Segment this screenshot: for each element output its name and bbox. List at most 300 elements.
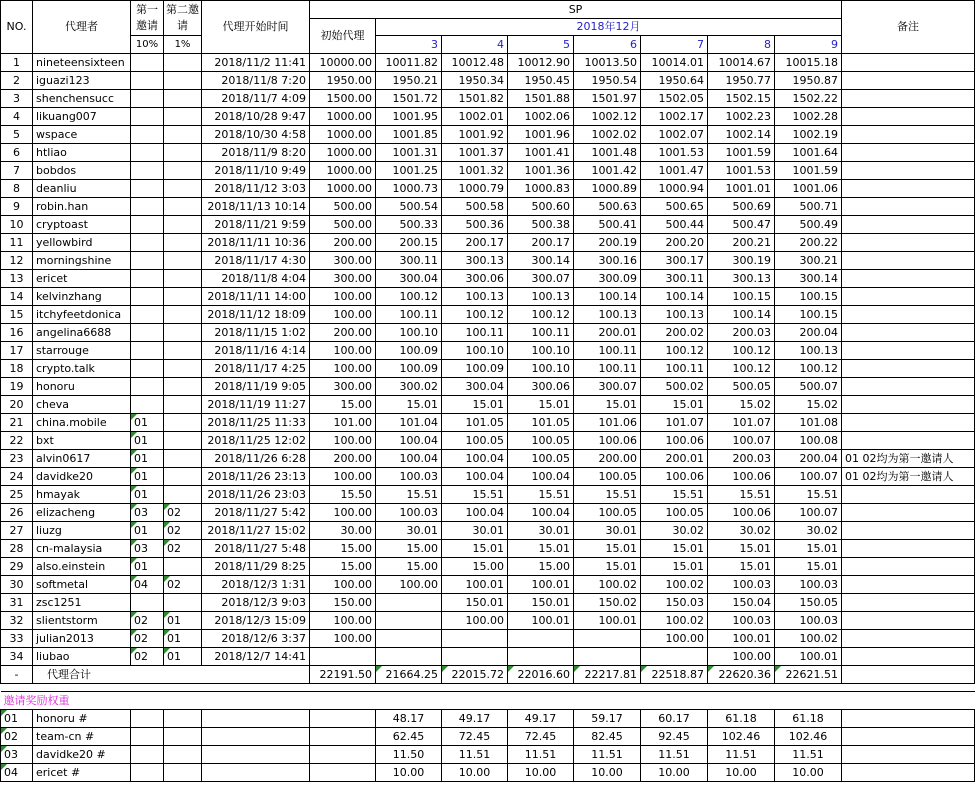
row-day-value[interactable]: 10013.50 bbox=[574, 54, 641, 72]
invite-day-value[interactable]: 11.51 bbox=[775, 746, 842, 764]
row-day-value[interactable]: 300.21 bbox=[775, 252, 842, 270]
row-day-value[interactable]: 15.01 bbox=[708, 558, 775, 576]
row-remark[interactable] bbox=[842, 108, 975, 126]
row-agent[interactable]: liubao bbox=[33, 648, 131, 666]
row-remark[interactable] bbox=[842, 648, 975, 666]
row-remark[interactable] bbox=[842, 198, 975, 216]
row-no[interactable]: 33 bbox=[1, 630, 33, 648]
row-day-value[interactable]: 500.60 bbox=[508, 198, 574, 216]
row-remark[interactable] bbox=[842, 612, 975, 630]
row-day-value[interactable]: 100.11 bbox=[574, 360, 641, 378]
row-start-time[interactable]: 2018/11/7 4:09 bbox=[202, 90, 310, 108]
row-day-value[interactable]: 100.04 bbox=[508, 504, 574, 522]
invite-remark[interactable] bbox=[842, 710, 975, 728]
row-day-value[interactable]: 1002.06 bbox=[508, 108, 574, 126]
row-day-value[interactable]: 500.33 bbox=[376, 216, 442, 234]
row-first-invite[interactable]: 03 bbox=[131, 540, 164, 558]
row-day-value[interactable]: 100.05 bbox=[641, 504, 708, 522]
invite-remark[interactable] bbox=[842, 746, 975, 764]
row-second-invite[interactable] bbox=[164, 306, 202, 324]
invite-day-value[interactable]: 49.17 bbox=[508, 710, 574, 728]
invite-agent[interactable]: honoru # bbox=[33, 710, 131, 728]
row-no[interactable]: 3 bbox=[1, 90, 33, 108]
row-day-value[interactable]: 1001.32 bbox=[442, 162, 508, 180]
row-day-value[interactable]: 500.41 bbox=[574, 216, 641, 234]
row-start-time[interactable]: 2018/11/8 7:20 bbox=[202, 72, 310, 90]
row-day-value[interactable]: 1001.92 bbox=[442, 126, 508, 144]
row-remark[interactable] bbox=[842, 342, 975, 360]
row-agent[interactable]: elizacheng bbox=[33, 504, 131, 522]
row-second-invite[interactable] bbox=[164, 126, 202, 144]
row-day-value[interactable]: 300.07 bbox=[508, 270, 574, 288]
row-day-value[interactable] bbox=[376, 648, 442, 666]
row-start-time[interactable]: 2018/11/27 5:42 bbox=[202, 504, 310, 522]
row-agent[interactable]: starrouge bbox=[33, 342, 131, 360]
row-day-value[interactable]: 1002.01 bbox=[442, 108, 508, 126]
row-initial[interactable]: 150.00 bbox=[310, 594, 376, 612]
row-second-invite[interactable]: 01 bbox=[164, 612, 202, 630]
row-start-time[interactable]: 2018/11/27 5:48 bbox=[202, 540, 310, 558]
invite-day-value[interactable]: 10.00 bbox=[775, 764, 842, 782]
row-day-value[interactable]: 1000.89 bbox=[574, 180, 641, 198]
row-initial[interactable]: 100.00 bbox=[310, 306, 376, 324]
row-day-value[interactable]: 15.01 bbox=[775, 558, 842, 576]
row-day-value[interactable]: 1001.01 bbox=[708, 180, 775, 198]
row-day-value[interactable]: 1501.97 bbox=[574, 90, 641, 108]
row-start-time[interactable]: 2018/12/3 1:31 bbox=[202, 576, 310, 594]
row-day-value[interactable]: 500.38 bbox=[508, 216, 574, 234]
row-start-time[interactable]: 2018/12/7 14:41 bbox=[202, 648, 310, 666]
row-second-invite[interactable] bbox=[164, 72, 202, 90]
row-day-value[interactable]: 10014.01 bbox=[641, 54, 708, 72]
row-day-value[interactable]: 100.03 bbox=[775, 576, 842, 594]
invite-empty[interactable] bbox=[310, 764, 376, 782]
row-no[interactable]: 14 bbox=[1, 288, 33, 306]
row-start-time[interactable]: 2018/11/8 4:04 bbox=[202, 270, 310, 288]
row-day-value[interactable]: 101.05 bbox=[508, 414, 574, 432]
invite-no[interactable]: 02 bbox=[1, 728, 33, 746]
row-initial[interactable]: 1000.00 bbox=[310, 180, 376, 198]
row-day-value[interactable] bbox=[508, 630, 574, 648]
row-day-value[interactable]: 1002.12 bbox=[574, 108, 641, 126]
row-remark[interactable] bbox=[842, 396, 975, 414]
row-day-value[interactable]: 300.06 bbox=[508, 378, 574, 396]
row-no[interactable]: 20 bbox=[1, 396, 33, 414]
row-no[interactable]: 7 bbox=[1, 162, 33, 180]
row-no[interactable]: 16 bbox=[1, 324, 33, 342]
row-agent[interactable]: softmetal bbox=[33, 576, 131, 594]
row-initial[interactable]: 100.00 bbox=[310, 630, 376, 648]
invite-agent[interactable]: team-cn # bbox=[33, 728, 131, 746]
row-day-value[interactable]: 30.02 bbox=[641, 522, 708, 540]
row-day-value[interactable]: 1950.54 bbox=[574, 72, 641, 90]
row-agent[interactable]: cheva bbox=[33, 396, 131, 414]
row-day-value[interactable]: 15.01 bbox=[574, 540, 641, 558]
row-day-value[interactable]: 101.04 bbox=[376, 414, 442, 432]
row-initial[interactable]: 100.00 bbox=[310, 432, 376, 450]
row-no[interactable]: 26 bbox=[1, 504, 33, 522]
row-start-time[interactable]: 2018/11/15 1:02 bbox=[202, 324, 310, 342]
row-agent[interactable]: liuzg bbox=[33, 522, 131, 540]
row-day-value[interactable]: 100.07 bbox=[708, 432, 775, 450]
total-initial[interactable]: 22191.50 bbox=[310, 666, 376, 684]
invite-day-value[interactable]: 11.51 bbox=[508, 746, 574, 764]
row-start-time[interactable]: 2018/11/27 15:02 bbox=[202, 522, 310, 540]
row-initial[interactable]: 101.00 bbox=[310, 414, 376, 432]
invite-day-value[interactable]: 102.46 bbox=[775, 728, 842, 746]
row-remark[interactable] bbox=[842, 288, 975, 306]
row-agent[interactable]: shenchensucc bbox=[33, 90, 131, 108]
row-day-value[interactable]: 1001.96 bbox=[508, 126, 574, 144]
invite-day-value[interactable]: 61.18 bbox=[708, 710, 775, 728]
row-day-value[interactable]: 100.03 bbox=[708, 612, 775, 630]
row-day-value[interactable]: 300.02 bbox=[376, 378, 442, 396]
row-day-value[interactable]: 15.51 bbox=[708, 486, 775, 504]
invite-day-value[interactable]: 11.51 bbox=[641, 746, 708, 764]
row-agent[interactable]: itchyfeetdonica bbox=[33, 306, 131, 324]
row-day-value[interactable]: 101.06 bbox=[574, 414, 641, 432]
row-first-invite[interactable] bbox=[131, 198, 164, 216]
row-day-value[interactable]: 30.02 bbox=[775, 522, 842, 540]
row-remark[interactable] bbox=[842, 576, 975, 594]
row-initial[interactable]: 100.00 bbox=[310, 468, 376, 486]
row-day-value[interactable]: 100.10 bbox=[376, 324, 442, 342]
row-start-time[interactable]: 2018/11/26 23:03 bbox=[202, 486, 310, 504]
row-day-value[interactable]: 100.12 bbox=[641, 342, 708, 360]
row-day-value[interactable]: 100.13 bbox=[574, 306, 641, 324]
row-day-value[interactable]: 1001.06 bbox=[775, 180, 842, 198]
row-day-value[interactable]: 200.03 bbox=[708, 450, 775, 468]
row-first-invite[interactable] bbox=[131, 288, 164, 306]
row-day-value[interactable]: 1001.64 bbox=[775, 144, 842, 162]
row-no[interactable]: 21 bbox=[1, 414, 33, 432]
row-day-value[interactable]: 100.00 bbox=[708, 648, 775, 666]
row-day-value[interactable]: 1002.14 bbox=[708, 126, 775, 144]
invite-empty[interactable] bbox=[164, 710, 202, 728]
invite-agent[interactable]: davidke20 # bbox=[33, 746, 131, 764]
row-day-value[interactable]: 200.04 bbox=[775, 450, 842, 468]
row-start-time[interactable]: 2018/10/30 4:58 bbox=[202, 126, 310, 144]
invite-day-value[interactable]: 10.00 bbox=[574, 764, 641, 782]
invite-empty[interactable] bbox=[131, 764, 164, 782]
row-day-value[interactable]: 15.01 bbox=[508, 396, 574, 414]
row-remark[interactable]: 01 02均为第一邀请人 bbox=[842, 468, 975, 486]
row-day-value[interactable]: 200.01 bbox=[641, 450, 708, 468]
row-first-invite[interactable]: 02 bbox=[131, 612, 164, 630]
row-day-value[interactable]: 100.05 bbox=[574, 504, 641, 522]
row-day-value[interactable]: 300.14 bbox=[508, 252, 574, 270]
row-remark[interactable]: 01 02均为第一邀请人 bbox=[842, 450, 975, 468]
row-agent[interactable]: davidke20 bbox=[33, 468, 131, 486]
row-day-value[interactable]: 1502.05 bbox=[641, 90, 708, 108]
row-initial[interactable]: 100.00 bbox=[310, 342, 376, 360]
row-day-value[interactable]: 100.09 bbox=[442, 360, 508, 378]
row-day-value[interactable]: 1001.95 bbox=[376, 108, 442, 126]
invite-empty[interactable] bbox=[202, 746, 310, 764]
row-first-invite[interactable] bbox=[131, 396, 164, 414]
row-first-invite[interactable] bbox=[131, 144, 164, 162]
row-agent[interactable]: bxt bbox=[33, 432, 131, 450]
row-day-value[interactable]: 1000.73 bbox=[376, 180, 442, 198]
row-start-time[interactable]: 2018/11/13 10:14 bbox=[202, 198, 310, 216]
row-remark[interactable] bbox=[842, 558, 975, 576]
row-second-invite[interactable] bbox=[164, 54, 202, 72]
row-start-time[interactable]: 2018/11/17 4:30 bbox=[202, 252, 310, 270]
row-no[interactable]: 12 bbox=[1, 252, 33, 270]
row-initial[interactable] bbox=[310, 648, 376, 666]
row-no[interactable]: 23 bbox=[1, 450, 33, 468]
row-day-value[interactable]: 100.09 bbox=[376, 342, 442, 360]
row-day-value[interactable]: 200.21 bbox=[708, 234, 775, 252]
row-second-invite[interactable] bbox=[164, 234, 202, 252]
row-day-value[interactable]: 15.01 bbox=[442, 540, 508, 558]
row-day-value[interactable]: 200.03 bbox=[708, 324, 775, 342]
row-day-value[interactable]: 200.22 bbox=[775, 234, 842, 252]
row-agent[interactable]: hmayak bbox=[33, 486, 131, 504]
row-day-value[interactable]: 100.06 bbox=[708, 504, 775, 522]
invite-no[interactable]: 03 bbox=[1, 746, 33, 764]
row-day-value[interactable]: 1000.94 bbox=[641, 180, 708, 198]
total-day-value[interactable]: 21664.25 bbox=[376, 666, 442, 684]
row-day-value[interactable]: 1501.88 bbox=[508, 90, 574, 108]
row-remark[interactable] bbox=[842, 306, 975, 324]
row-no[interactable]: 15 bbox=[1, 306, 33, 324]
row-remark[interactable] bbox=[842, 126, 975, 144]
row-agent[interactable]: zsc1251 bbox=[33, 594, 131, 612]
row-day-value[interactable]: 1002.23 bbox=[708, 108, 775, 126]
row-start-time[interactable]: 2018/11/29 8:25 bbox=[202, 558, 310, 576]
row-day-value[interactable]: 200.04 bbox=[775, 324, 842, 342]
row-day-value[interactable]: 1001.85 bbox=[376, 126, 442, 144]
row-day-value[interactable]: 500.44 bbox=[641, 216, 708, 234]
row-no[interactable]: 31 bbox=[1, 594, 33, 612]
invite-empty[interactable] bbox=[131, 710, 164, 728]
row-day-value[interactable]: 100.04 bbox=[442, 468, 508, 486]
row-initial[interactable]: 100.00 bbox=[310, 360, 376, 378]
row-day-value[interactable]: 300.04 bbox=[442, 378, 508, 396]
invite-empty[interactable] bbox=[164, 746, 202, 764]
row-start-time[interactable]: 2018/11/25 12:02 bbox=[202, 432, 310, 450]
invite-empty[interactable] bbox=[202, 764, 310, 782]
row-agent[interactable]: cn-malaysia bbox=[33, 540, 131, 558]
row-day-value[interactable]: 101.05 bbox=[442, 414, 508, 432]
row-day-value[interactable] bbox=[376, 630, 442, 648]
row-no[interactable]: 22 bbox=[1, 432, 33, 450]
row-day-value[interactable]: 500.47 bbox=[708, 216, 775, 234]
row-day-value[interactable]: 15.51 bbox=[641, 486, 708, 504]
row-day-value[interactable]: 500.05 bbox=[708, 378, 775, 396]
row-second-invite[interactable] bbox=[164, 468, 202, 486]
row-day-value[interactable]: 100.14 bbox=[641, 288, 708, 306]
row-start-time[interactable]: 2018/11/26 6:28 bbox=[202, 450, 310, 468]
row-no[interactable]: 1 bbox=[1, 54, 33, 72]
row-day-value[interactable]: 300.17 bbox=[641, 252, 708, 270]
row-day-value[interactable]: 15.51 bbox=[442, 486, 508, 504]
row-day-value[interactable]: 1001.59 bbox=[775, 162, 842, 180]
total-day-value[interactable]: 22620.36 bbox=[708, 666, 775, 684]
row-day-value[interactable]: 1002.02 bbox=[574, 126, 641, 144]
row-first-invite[interactable] bbox=[131, 234, 164, 252]
row-second-invite[interactable] bbox=[164, 432, 202, 450]
row-start-time[interactable]: 2018/12/3 9:03 bbox=[202, 594, 310, 612]
row-day-value[interactable]: 100.06 bbox=[641, 468, 708, 486]
row-day-value[interactable]: 1950.34 bbox=[442, 72, 508, 90]
row-day-value[interactable]: 15.00 bbox=[376, 558, 442, 576]
total-no[interactable]: - bbox=[1, 666, 33, 684]
row-day-value[interactable]: 300.09 bbox=[574, 270, 641, 288]
row-no[interactable]: 10 bbox=[1, 216, 33, 234]
row-second-invite[interactable] bbox=[164, 90, 202, 108]
row-initial[interactable]: 15.00 bbox=[310, 558, 376, 576]
row-second-invite[interactable]: 01 bbox=[164, 648, 202, 666]
row-second-invite[interactable] bbox=[164, 270, 202, 288]
row-day-value[interactable]: 100.04 bbox=[376, 450, 442, 468]
row-first-invite[interactable] bbox=[131, 90, 164, 108]
invite-day-value[interactable]: 72.45 bbox=[442, 728, 508, 746]
row-agent[interactable]: htliao bbox=[33, 144, 131, 162]
row-no[interactable]: 19 bbox=[1, 378, 33, 396]
row-day-value[interactable]: 100.04 bbox=[442, 450, 508, 468]
row-remark[interactable] bbox=[842, 270, 975, 288]
row-day-value[interactable]: 100.07 bbox=[775, 504, 842, 522]
row-day-value[interactable]: 15.01 bbox=[508, 540, 574, 558]
row-day-value[interactable]: 100.14 bbox=[574, 288, 641, 306]
row-day-value[interactable]: 150.02 bbox=[574, 594, 641, 612]
row-day-value[interactable]: 1002.28 bbox=[775, 108, 842, 126]
row-first-invite[interactable]: 01 bbox=[131, 522, 164, 540]
row-initial[interactable]: 300.00 bbox=[310, 252, 376, 270]
row-no[interactable]: 18 bbox=[1, 360, 33, 378]
row-day-value[interactable]: 200.20 bbox=[641, 234, 708, 252]
row-day-value[interactable]: 100.11 bbox=[376, 306, 442, 324]
row-day-value[interactable]: 100.10 bbox=[508, 360, 574, 378]
row-day-value[interactable]: 100.12 bbox=[376, 288, 442, 306]
row-remark[interactable] bbox=[842, 432, 975, 450]
row-first-invite[interactable]: 02 bbox=[131, 648, 164, 666]
row-day-value[interactable]: 100.01 bbox=[508, 612, 574, 630]
row-day-value[interactable]: 100.00 bbox=[641, 630, 708, 648]
row-day-value[interactable]: 500.69 bbox=[708, 198, 775, 216]
row-day-value[interactable]: 100.01 bbox=[775, 648, 842, 666]
row-day-value[interactable]: 100.11 bbox=[508, 324, 574, 342]
row-second-invite[interactable] bbox=[164, 396, 202, 414]
row-day-value[interactable]: 200.15 bbox=[376, 234, 442, 252]
row-day-value[interactable] bbox=[376, 612, 442, 630]
row-agent[interactable]: iguazi123 bbox=[33, 72, 131, 90]
row-day-value[interactable]: 30.01 bbox=[442, 522, 508, 540]
row-remark[interactable] bbox=[842, 414, 975, 432]
row-day-value[interactable]: 1950.64 bbox=[641, 72, 708, 90]
row-day-value[interactable]: 100.06 bbox=[574, 432, 641, 450]
row-day-value[interactable]: 100.00 bbox=[376, 576, 442, 594]
row-agent[interactable]: honoru bbox=[33, 378, 131, 396]
row-day-value[interactable] bbox=[376, 594, 442, 612]
row-no[interactable]: 24 bbox=[1, 468, 33, 486]
row-day-value[interactable]: 500.36 bbox=[442, 216, 508, 234]
row-second-invite[interactable] bbox=[164, 378, 202, 396]
row-day-value[interactable]: 100.14 bbox=[708, 306, 775, 324]
row-day-value[interactable]: 500.71 bbox=[775, 198, 842, 216]
row-day-value[interactable]: 15.01 bbox=[641, 396, 708, 414]
row-day-value[interactable]: 15.00 bbox=[508, 558, 574, 576]
row-agent[interactable]: wspace bbox=[33, 126, 131, 144]
total-label[interactable]: 代理合计 bbox=[33, 666, 310, 684]
row-day-value[interactable]: 10012.90 bbox=[508, 54, 574, 72]
row-agent[interactable]: bobdos bbox=[33, 162, 131, 180]
row-first-invite[interactable]: 04 bbox=[131, 576, 164, 594]
row-day-value[interactable]: 100.03 bbox=[376, 468, 442, 486]
total-day-value[interactable]: 22518.87 bbox=[641, 666, 708, 684]
row-day-value[interactable]: 300.11 bbox=[376, 252, 442, 270]
row-day-value[interactable]: 15.01 bbox=[574, 558, 641, 576]
total-day-value[interactable]: 22217.81 bbox=[574, 666, 641, 684]
row-day-value[interactable]: 100.01 bbox=[574, 612, 641, 630]
row-agent[interactable]: likuang007 bbox=[33, 108, 131, 126]
row-start-time[interactable]: 2018/11/26 23:13 bbox=[202, 468, 310, 486]
row-day-value[interactable]: 100.06 bbox=[641, 432, 708, 450]
row-initial[interactable]: 200.00 bbox=[310, 324, 376, 342]
row-first-invite[interactable]: 02 bbox=[131, 630, 164, 648]
row-no[interactable]: 11 bbox=[1, 234, 33, 252]
invite-no[interactable]: 04 bbox=[1, 764, 33, 782]
row-day-value[interactable]: 100.15 bbox=[775, 288, 842, 306]
row-day-value[interactable]: 100.11 bbox=[641, 360, 708, 378]
invite-day-value[interactable]: 59.17 bbox=[574, 710, 641, 728]
row-initial[interactable]: 15.00 bbox=[310, 540, 376, 558]
row-day-value[interactable]: 100.01 bbox=[442, 576, 508, 594]
row-day-value[interactable]: 200.17 bbox=[442, 234, 508, 252]
row-day-value[interactable]: 100.05 bbox=[508, 432, 574, 450]
row-second-invite[interactable] bbox=[164, 288, 202, 306]
row-first-invite[interactable]: 01 bbox=[131, 432, 164, 450]
row-second-invite[interactable] bbox=[164, 180, 202, 198]
row-day-value[interactable]: 100.11 bbox=[442, 324, 508, 342]
row-day-value[interactable]: 200.01 bbox=[574, 324, 641, 342]
row-no[interactable]: 4 bbox=[1, 108, 33, 126]
row-day-value[interactable]: 1002.17 bbox=[641, 108, 708, 126]
row-second-invite[interactable] bbox=[164, 108, 202, 126]
row-initial[interactable]: 200.00 bbox=[310, 234, 376, 252]
row-day-value[interactable]: 15.01 bbox=[574, 396, 641, 414]
row-initial[interactable]: 15.00 bbox=[310, 396, 376, 414]
row-day-value[interactable]: 300.13 bbox=[442, 252, 508, 270]
row-day-value[interactable]: 100.13 bbox=[641, 306, 708, 324]
row-day-value[interactable]: 1001.53 bbox=[641, 144, 708, 162]
row-day-value[interactable]: 100.02 bbox=[574, 576, 641, 594]
row-first-invite[interactable] bbox=[131, 252, 164, 270]
row-day-value[interactable]: 1950.77 bbox=[708, 72, 775, 90]
row-initial[interactable]: 100.00 bbox=[310, 504, 376, 522]
row-day-value[interactable]: 300.14 bbox=[775, 270, 842, 288]
row-day-value[interactable]: 15.51 bbox=[376, 486, 442, 504]
total-day-value[interactable]: 22016.60 bbox=[508, 666, 574, 684]
row-day-value[interactable]: 15.01 bbox=[641, 558, 708, 576]
row-first-invite[interactable]: 03 bbox=[131, 504, 164, 522]
row-day-value[interactable]: 100.09 bbox=[376, 360, 442, 378]
row-remark[interactable] bbox=[842, 180, 975, 198]
row-first-invite[interactable]: 01 bbox=[131, 558, 164, 576]
invite-empty[interactable] bbox=[131, 728, 164, 746]
row-initial[interactable]: 30.00 bbox=[310, 522, 376, 540]
row-remark[interactable] bbox=[842, 234, 975, 252]
row-start-time[interactable]: 2018/11/2 11:41 bbox=[202, 54, 310, 72]
invite-day-value[interactable]: 10.00 bbox=[708, 764, 775, 782]
row-day-value[interactable]: 300.16 bbox=[574, 252, 641, 270]
row-agent[interactable]: also.einstein bbox=[33, 558, 131, 576]
row-start-time[interactable]: 2018/11/17 4:25 bbox=[202, 360, 310, 378]
row-day-value[interactable]: 1502.22 bbox=[775, 90, 842, 108]
invite-day-value[interactable]: 61.18 bbox=[775, 710, 842, 728]
